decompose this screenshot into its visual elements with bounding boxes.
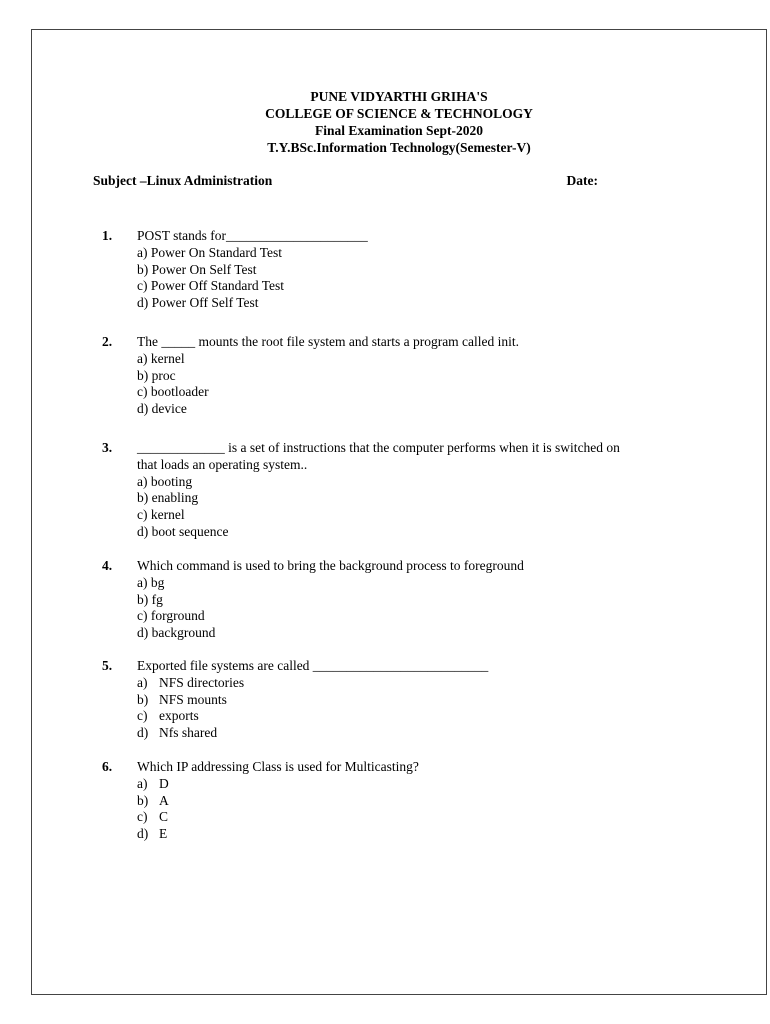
exam-paper (31, 29, 767, 995)
question-text: POST stands for_____________________ (137, 228, 368, 243)
question-5 (102, 658, 637, 742)
option-text: A (159, 792, 169, 808)
college-name: COLLEGE OF SCIENCE & TECHNOLOGY (265, 106, 533, 121)
option-d: d) background (137, 625, 216, 641)
option-d (137, 725, 637, 742)
option-c (137, 809, 637, 826)
question-number: 2. (102, 334, 113, 349)
option-text: NFS directories (159, 674, 245, 690)
option-letter: d) (137, 826, 149, 842)
question-number: 4. (102, 558, 113, 573)
subject-label: Subject –Linux Administration (93, 173, 273, 188)
exam-title: Final Examination Sept-2020 (314, 123, 484, 138)
option-text: D (159, 775, 169, 791)
question-1 (102, 228, 637, 312)
subject-row (93, 173, 598, 189)
option-letter: b) (137, 792, 149, 808)
option-c: c) Power Off Standard Test (137, 278, 285, 294)
institution-name: PUNE VIDYARTHI GRIHA'S (310, 89, 488, 104)
option-b (137, 692, 637, 709)
option-letter: d) (137, 725, 149, 741)
option-text: NFS mounts (159, 691, 227, 707)
option-d: d) device (137, 401, 187, 417)
question-number: 6. (102, 759, 113, 774)
option-a: a) kernel (137, 350, 185, 366)
option-letter: a) (137, 775, 148, 791)
question-text: Which IP addressing Class is used for Multicasting? (137, 759, 419, 774)
option-c (137, 708, 637, 725)
question-text: The _____ mounts the root file system and starts a program called init. (137, 334, 520, 349)
option-a (137, 675, 637, 692)
question-3 (102, 440, 637, 541)
option-c: c) forground (137, 608, 205, 624)
question-number: 3. (102, 440, 113, 455)
option-c: c) bootloader (137, 384, 209, 400)
question-2 (102, 334, 637, 418)
option-b: b) Power On Self Test (137, 261, 257, 277)
question-number: 1. (102, 228, 113, 243)
question-number: 5. (102, 658, 113, 673)
question-text: Which command is used to bring the background process to foreground (137, 558, 524, 573)
question-4 (102, 558, 637, 642)
option-b: b) fg (137, 591, 163, 607)
option-d: d) Power Off Self Test (137, 295, 259, 311)
option-text: exports (159, 708, 199, 724)
question-6 (102, 759, 637, 843)
option-a (137, 776, 637, 793)
question-text: _____________ is a set of instructions that the computer performs when it is switched on that loads an operating system.. (137, 440, 620, 472)
option-letter: c) (137, 809, 148, 825)
exam-header (32, 88, 766, 156)
option-d (137, 826, 637, 843)
option-text: C (159, 809, 169, 825)
option-letter: c) (137, 708, 148, 724)
option-text: E (159, 826, 168, 842)
question-text: Exported file systems are called __________________________ (137, 658, 489, 673)
option-b (137, 793, 637, 810)
option-letter: b) (137, 691, 149, 707)
option-b: b) enabling (137, 490, 199, 506)
date-label: Date: (566, 173, 598, 188)
option-text: Nfs shared (159, 725, 218, 741)
option-b: b) proc (137, 367, 176, 383)
option-c: c) kernel (137, 507, 185, 523)
course-title: T.Y.BSc.Information Technology(Semester-V) (267, 140, 531, 155)
option-a: a) bg (137, 574, 165, 590)
option-a: a) Power On Standard Test (137, 244, 283, 260)
option-d: d) boot sequence (137, 523, 229, 539)
option-letter: a) (137, 674, 148, 690)
option-a: a) booting (137, 473, 193, 489)
